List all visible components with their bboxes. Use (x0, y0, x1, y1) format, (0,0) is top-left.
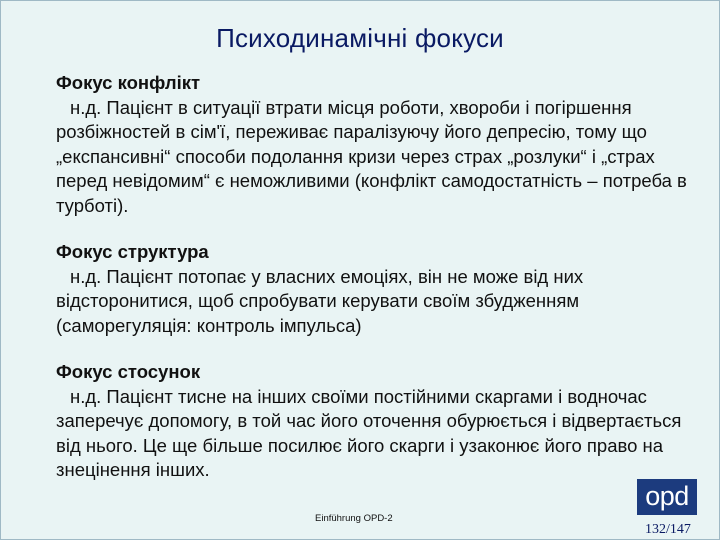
opd-logo-text: opd (645, 481, 689, 511)
footer-caption: Einführung OPD-2 (315, 513, 393, 524)
slide-title: Психодинамічні фокуси (216, 23, 504, 53)
focus-structure-heading: Фокус структура (56, 241, 209, 262)
focus-relationship-text: н.д. Пацієнт тисне на інших своїми постійними скаргами і водночас заперечує допомогу, в той час його оточення обурюється і відвертається від нього. Це ще більше посилює його скарги і узаконює його право на знецінення інших. (56, 385, 682, 480)
focus-structure-section (56, 240, 696, 338)
focus-relationship-heading: Фокус стосунок (56, 361, 201, 382)
page-number: 132/147 (645, 522, 691, 537)
focus-conflict-text: н.д. Пацієнт в ситуації втрати місця роботи, хвороби і погіршення розбіжностей в сім'ї, переживає паралізуючу його депресію, тому що „експансивні“ способи подолання кризи через страх „розлуки“ і „страх перед невідомим“ є неможливими (конфлікт самодостатність – потреба в турботі). (56, 96, 687, 216)
focus-structure-text: н.д. Пацієнт потопає у власних емоціях, він не може від них відсторонитися, щоб спробувати керувати своїм збудженням (саморегуляція: контроль імпульса) (56, 265, 584, 336)
focus-relationship-section (56, 360, 696, 483)
opd-logo (637, 479, 697, 515)
focus-conflict-heading: Фокус конфлікт (56, 72, 201, 93)
focus-conflict-section (56, 71, 696, 218)
